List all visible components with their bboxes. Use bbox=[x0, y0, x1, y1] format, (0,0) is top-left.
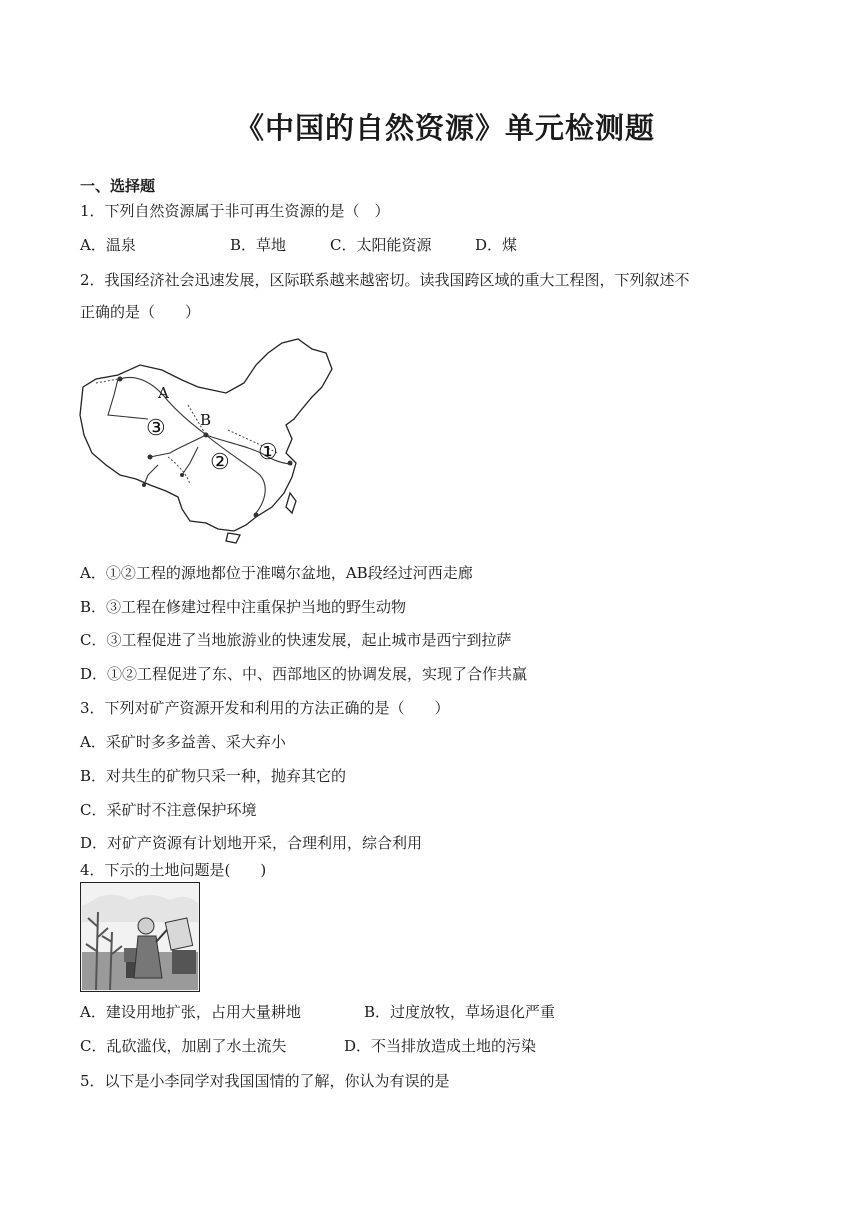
page-title: 《中国的自然资源》单元检测题 bbox=[234, 111, 655, 145]
q1-option-a: A．温泉 bbox=[80, 236, 136, 254]
q1-option-d: D．煤 bbox=[475, 236, 518, 254]
land-problem-illustration bbox=[80, 882, 200, 992]
question-5-stem: 5．以下是小李同学对我国国情的了解，你认为有误的是 bbox=[80, 1072, 450, 1090]
map-label-3: ③ bbox=[146, 416, 166, 441]
q4-option-b: B．过度放牧，草场退化严重 bbox=[364, 1003, 556, 1021]
china-engineering-map bbox=[78, 335, 336, 545]
q3-option-c: C．采矿时不注意保护环境 bbox=[80, 801, 257, 819]
q4-option-d: D．不当排放造成土地的污染 bbox=[344, 1037, 537, 1055]
q4-option-c: C．乱砍滥伐，加剧了水土流失 bbox=[80, 1037, 287, 1055]
map-label-1: ① bbox=[258, 440, 278, 465]
q2-option-a: A．①②工程的源地都位于准噶尔盆地，AB段经过河西走廊 bbox=[80, 564, 473, 582]
question-1-stem: 1．下列自然资源属于非可再生资源的是（ ） bbox=[80, 202, 390, 220]
question-2-stem-line1: 2．我国经济社会迅速发展，区际联系越来越密切。读我国跨区域的重大工程图，下列叙述不 bbox=[80, 271, 690, 289]
q2-option-b: B．③工程在修建过程中注重保护当地的野生动物 bbox=[80, 598, 407, 616]
q2-option-d: D．①②工程促进了东、中、西部地区的协调发展，实现了合作共赢 bbox=[80, 665, 528, 683]
map-label-b: B bbox=[200, 411, 212, 429]
q1-option-c: C．太阳能资源 bbox=[330, 236, 432, 254]
question-2-stem-line2: 正确的是（ ） bbox=[80, 303, 201, 321]
q4-options-row-1 bbox=[80, 1002, 555, 1022]
map-label-a: A bbox=[158, 384, 169, 402]
q4-options-row-2 bbox=[80, 1036, 536, 1056]
q1-option-b: B．草地 bbox=[230, 236, 287, 254]
map-label-2: ② bbox=[210, 450, 230, 475]
q3-option-d: D．对矿产资源有计划地开采，合理利用，综合利用 bbox=[80, 834, 423, 852]
question-4-stem: 4．下示的土地问题是( ) bbox=[80, 861, 267, 879]
q3-option-b: B．对共生的矿物只采一种，抛弃其它的 bbox=[80, 767, 347, 785]
q4-option-a: A．建设用地扩张，占用大量耕地 bbox=[80, 1003, 301, 1021]
question-1-options bbox=[80, 235, 517, 255]
q2-option-c: C．③工程促进了当地旅游业的快速发展，起止城市是西宁到拉萨 bbox=[80, 631, 512, 649]
question-3-stem: 3．下列对矿产资源开发和利用的方法正确的是（ ） bbox=[80, 699, 450, 717]
dotted-routes bbox=[96, 379, 278, 485]
q3-option-a: A．采矿时多多益善、采大弃小 bbox=[80, 733, 286, 751]
china-outline bbox=[80, 339, 332, 543]
section-heading: 一、选择题 bbox=[80, 177, 156, 195]
